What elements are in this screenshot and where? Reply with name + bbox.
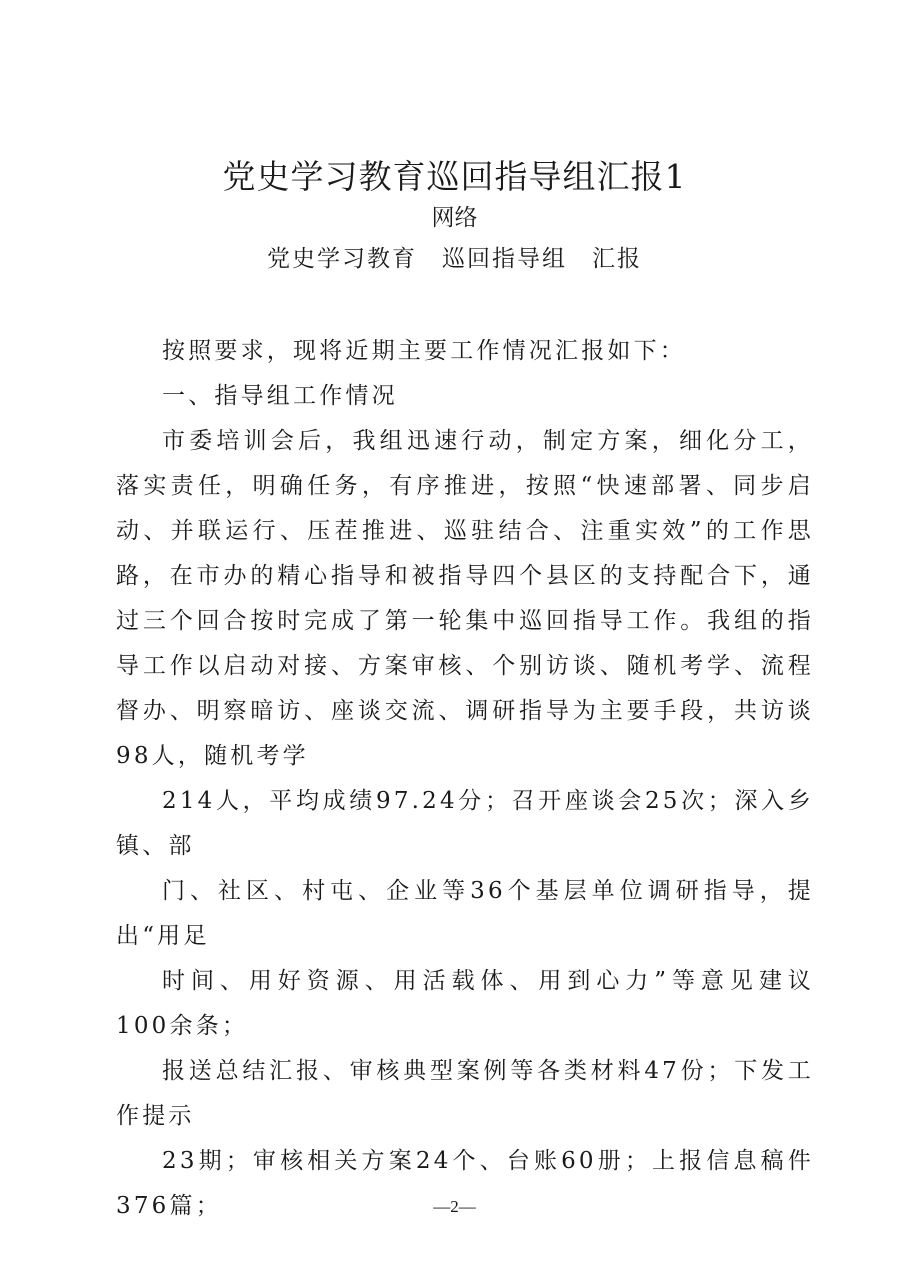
paragraph-continued-4: 报送总结汇报、审核典型案例等各类材料47份；下发工作提示 [116,1058,814,1129]
paragraph-continued-3: 时间、用好资源、用活载体、用到心力”等意见建议 100余条； [116,968,814,1039]
document-subtitle: 网络 [431,205,478,231]
paragraph-continued-5: 23期；审核相关方案24个、台账60册；上报信息稿件376篇； [116,1148,814,1219]
paragraph-intro: 按照要求，现将近期主要工作情况汇报如下： [162,338,686,364]
paragraph-main: 市委培训会后，我组迅速行动，制定方案，细化分工，落实责任，明确任务，有序推进，按照“快速部署、同步启动、并联运行、压茬推进、巡驻结合、注重实效”的工作思路，在市办的精心指导和被指导四个县区的支持配合下，通过三个回合按时完成了第一轮集中巡回指导工作。我组的指导工作以启动对接、方案审核、个别访谈、随机考学、流程督办、明察暗访、座谈交流、调研指导为主要手段，共访谈98人，随机考学 [116,428,814,769]
document-title: 党史学习教育巡回指导组汇报1 [222,157,687,196]
document-keywords: 党史学习教育 巡回指导组 汇报 [267,246,642,272]
section-heading: 一、指导组工作情况 [162,383,398,409]
document-body [116,329,814,1229]
page-number: —2— [433,1197,476,1216]
paragraph-continued-1: 214人，平均成绩97.24分；召开座谈会25次；深入乡镇、部 [116,788,814,859]
paragraph-continued-2: 门、社区、村屯、企业等36个基层单位调研指导，提出“用足 [116,878,814,949]
